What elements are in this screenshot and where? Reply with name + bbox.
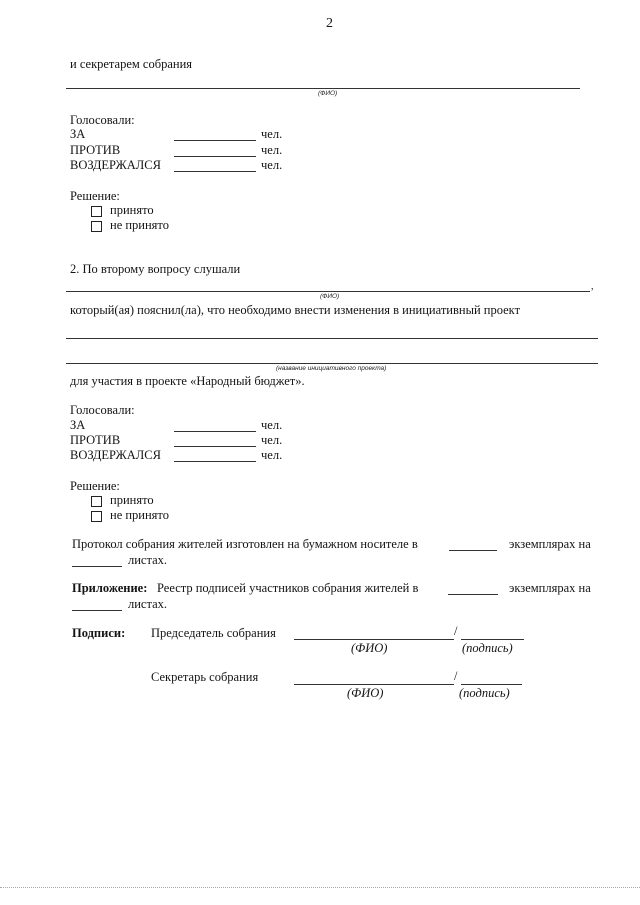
fio-line [66, 88, 580, 89]
speaker-line [66, 291, 590, 292]
vote-heading: Голосовали: [70, 113, 135, 127]
vote2-for-unit: чел. [261, 418, 283, 432]
fio-caption: (ФИО) [318, 90, 338, 97]
decision-heading: Решение: [70, 189, 120, 203]
chair-sign-blank [461, 639, 524, 640]
secretary-sign-caption: (подпись) [459, 686, 510, 700]
project-caption: (название инициативного проекта) [276, 365, 387, 372]
vote-abstain-blank [174, 171, 256, 172]
chair-label: Председатель собрания [151, 626, 276, 640]
question2-heard: 2. По второму вопросу слушали [70, 262, 241, 276]
project-line-2 [66, 363, 598, 364]
decision2-heading: Решение: [70, 479, 120, 493]
vote-for-unit: чел. [261, 127, 283, 141]
protocol-sheets-text: листах. [128, 553, 168, 567]
protocol-text: Протокол собрания жителей изготовлен на бумажном носителе в [72, 537, 418, 551]
chair-slash: / [454, 624, 458, 638]
vote-against-label: ПРОТИВ [70, 143, 121, 157]
vote2-heading: Голосовали: [70, 403, 135, 417]
project-line-1 [66, 338, 598, 339]
appendix-sheets-text: листах. [128, 597, 168, 611]
explained-text: который(ая) пояснил(ла), что необходимо внести изменения в инициативный проект [70, 303, 521, 317]
scan-noise-line [0, 887, 640, 888]
vote-abstain-label: ВОЗДЕРЖАЛСЯ [70, 158, 161, 172]
secretary-fio-blank [294, 684, 454, 685]
secretary-sign-blank [461, 684, 522, 685]
vote-against-unit: чел. [261, 143, 283, 157]
vote2-abstain-label: ВОЗДЕРЖАЛСЯ [70, 448, 161, 462]
secretary-fio-caption: (ФИО) [347, 686, 384, 700]
checkbox2-not-accepted[interactable] [91, 511, 102, 522]
vote2-for-blank [174, 431, 256, 432]
participation-text: для участия в проекте «Народный бюджет». [70, 374, 305, 388]
option-not-accepted: не принято [110, 218, 169, 232]
protocol-copies-blank [449, 550, 497, 551]
comma: , [591, 281, 594, 292]
appendix-text: Реестр подписей участников собрания жителей в [157, 581, 419, 595]
vote2-abstain-unit: чел. [261, 448, 283, 462]
secretary-text: и секретарем собрания [70, 57, 193, 71]
checkbox2-accepted[interactable] [91, 496, 102, 507]
vote2-for-label: ЗА [70, 418, 86, 432]
vote2-against-unit: чел. [261, 433, 283, 447]
vote2-abstain-blank [174, 461, 256, 462]
option2-accepted: принято [110, 493, 154, 507]
appendix-label: Приложение: [72, 581, 148, 595]
option2-not-accepted: не принято [110, 508, 169, 522]
chair-fio-caption: (ФИО) [351, 641, 388, 655]
protocol-sheets-blank [72, 566, 122, 567]
chair-sign-caption: (подпись) [462, 641, 513, 655]
vote-for-blank [174, 140, 256, 141]
protocol-copies-suffix: экземплярах на [509, 537, 591, 551]
signatures-label: Подписи: [72, 626, 126, 640]
speaker-fio-caption: (ФИО) [320, 293, 340, 300]
appendix-sheets-blank [72, 610, 122, 611]
chair-fio-blank [294, 639, 454, 640]
appendix-copies-blank [448, 594, 498, 595]
vote-abstain-unit: чел. [261, 158, 283, 172]
vote2-against-label: ПРОТИВ [70, 433, 121, 447]
appendix-copies-suffix: экземплярах на [509, 581, 591, 595]
checkbox-not-accepted[interactable] [91, 221, 102, 232]
secretary-slash: / [454, 669, 458, 683]
vote-against-blank [174, 156, 256, 157]
page-number: 2 [326, 16, 333, 31]
checkbox-accepted[interactable] [91, 206, 102, 217]
vote-for-label: ЗА [70, 127, 86, 141]
secretary-label: Секретарь собрания [151, 670, 259, 684]
option-accepted: принято [110, 203, 154, 217]
vote2-against-blank [174, 446, 256, 447]
